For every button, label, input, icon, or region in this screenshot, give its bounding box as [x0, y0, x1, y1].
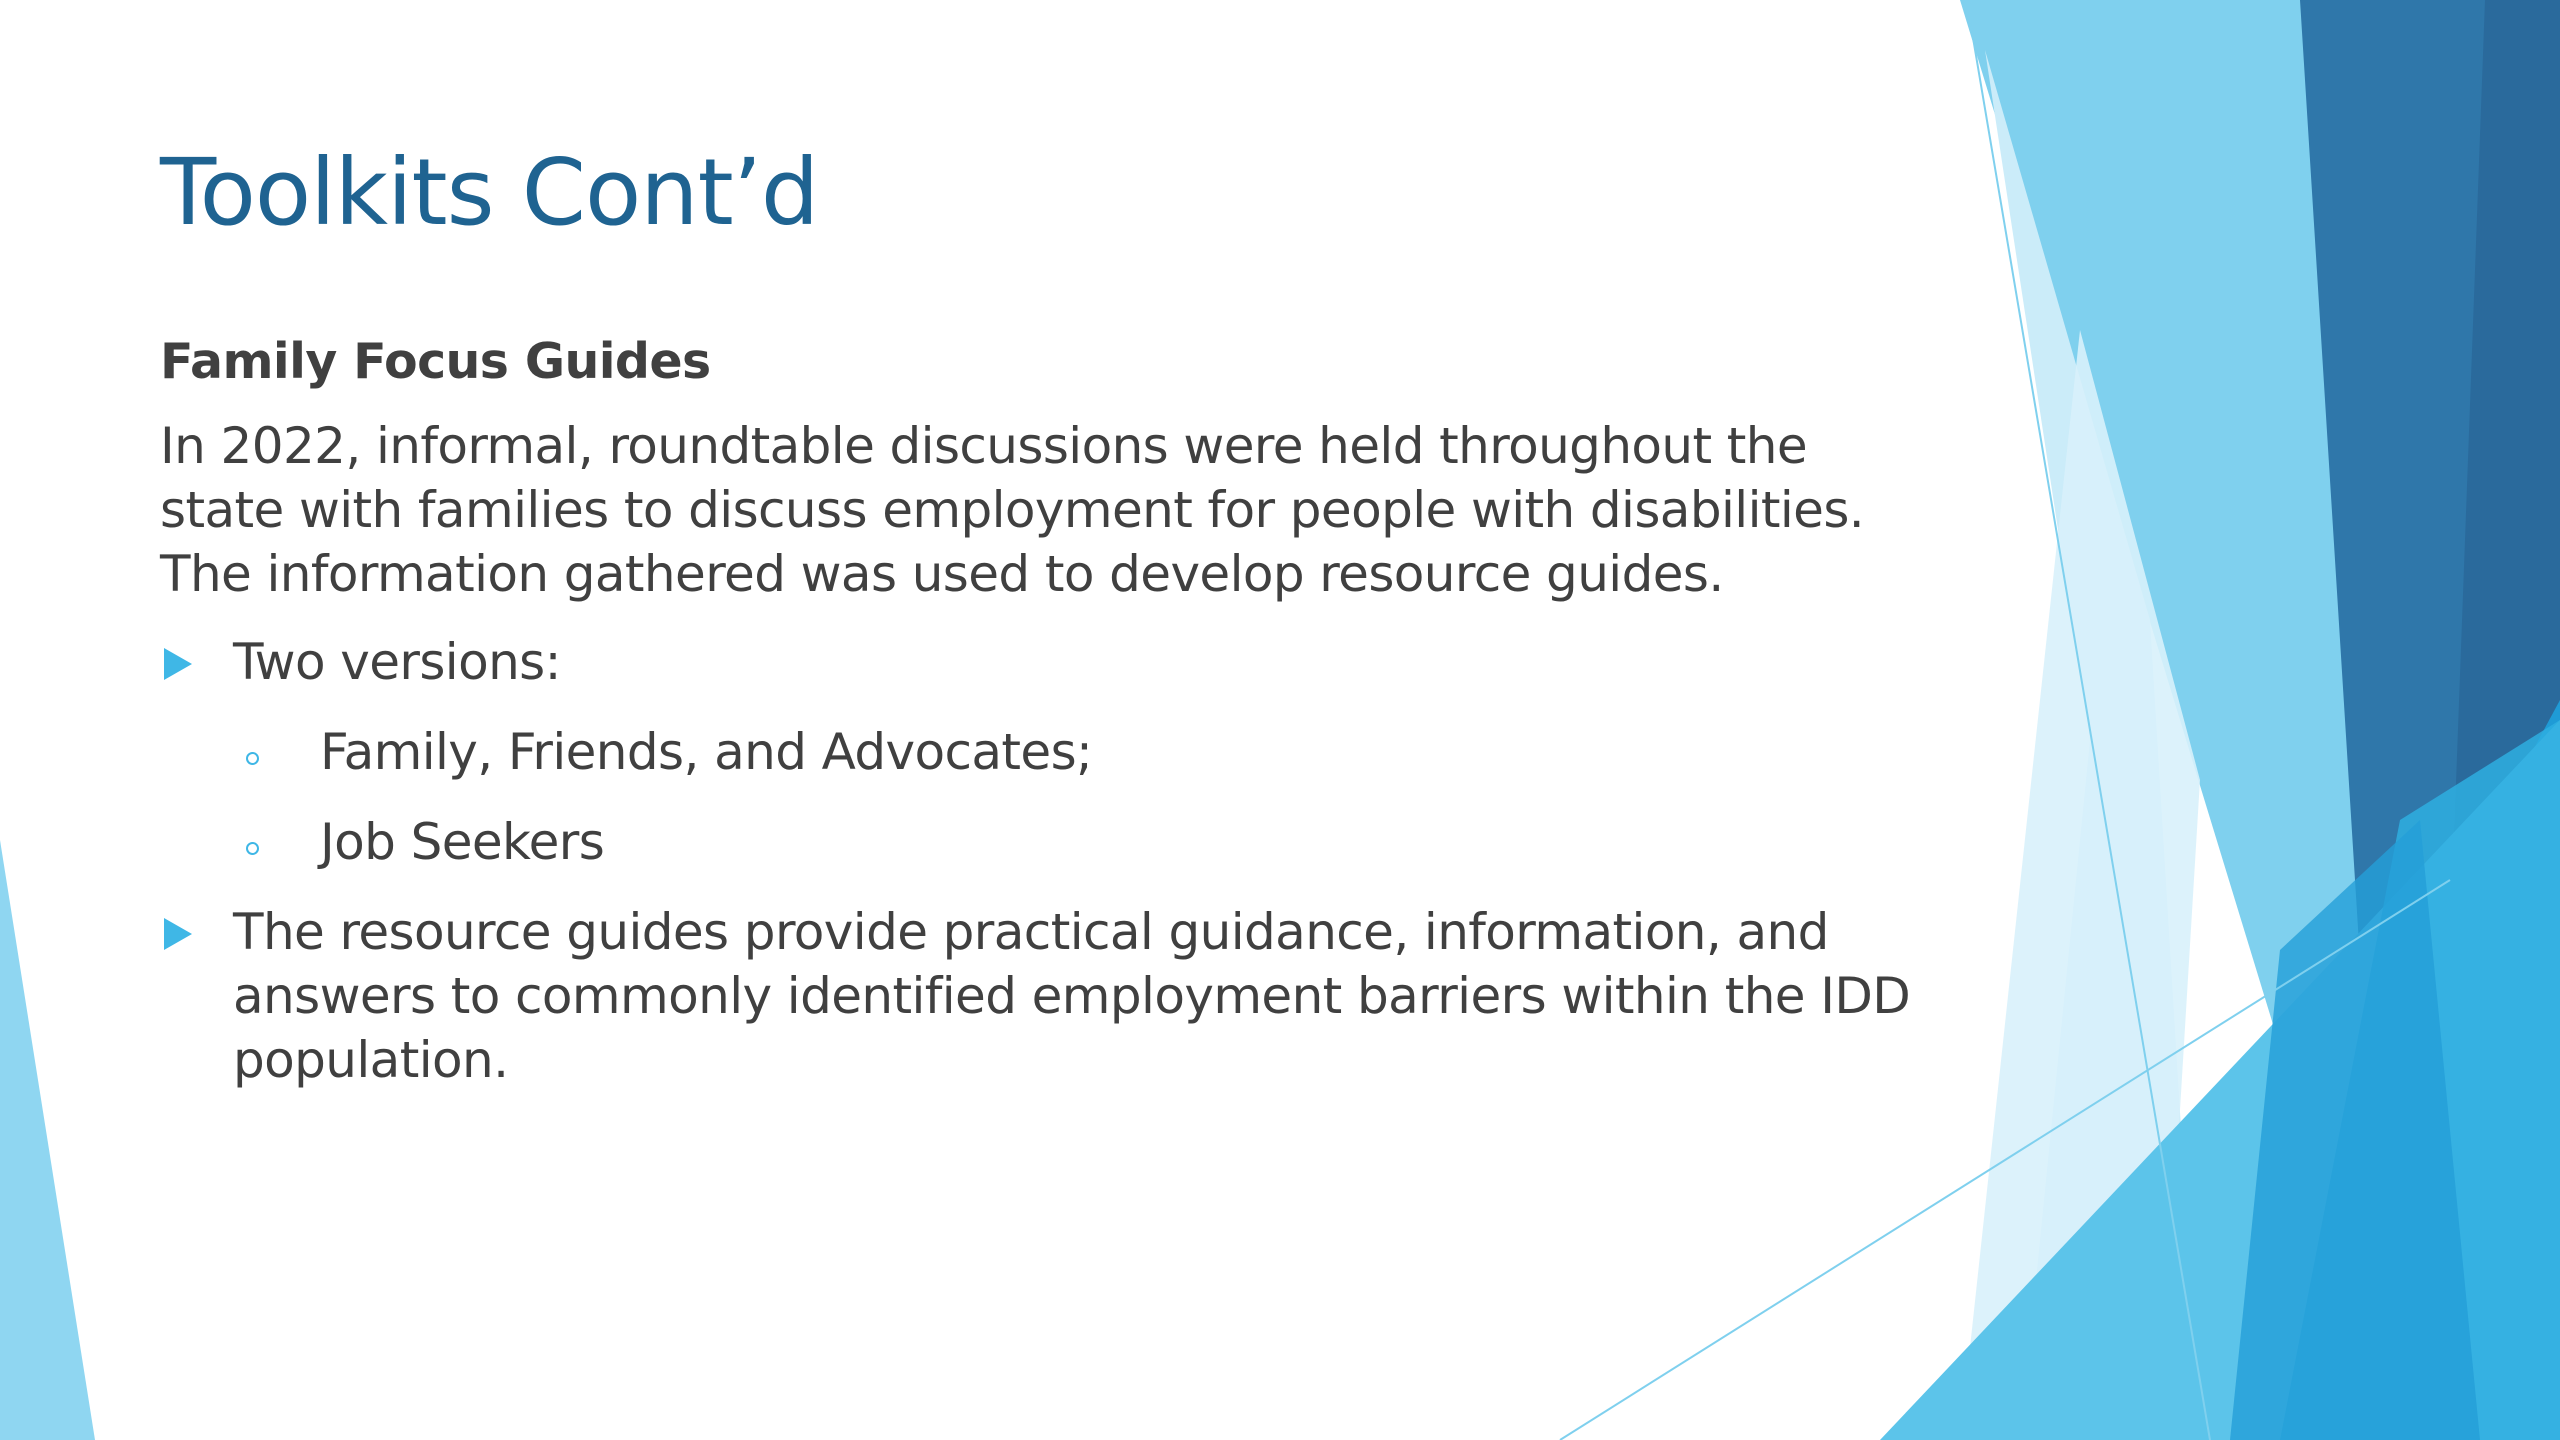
bullet-item-versions: [160, 630, 1920, 694]
bullet-item-resource-guides: [160, 900, 1920, 1092]
triangle-bullet-icon: [164, 648, 192, 680]
intro-paragraph: In 2022, informal, roundtable discussions were held throughout the state with families to discuss employment for people with disabilities. The information gathered was used to develop resource guides.: [160, 417, 1865, 603]
slide-title: Toolkits Cont’d: [160, 139, 819, 246]
left-sliver-shape: [0, 840, 95, 1440]
bullet-text: The resource guides provide practical guidance, information, and answers to commonly identified employment barriers within the IDD population.: [233, 903, 1911, 1089]
sub-bullet-item-family: [160, 720, 1920, 784]
sub-bullet-item-job-seekers: [160, 810, 1920, 874]
section-subheading: Family Focus Guides: [160, 333, 711, 390]
hollow-circle-bullet-icon: [246, 752, 259, 765]
hollow-circle-bullet-icon: [246, 842, 259, 855]
sub-bullet-text: Job Seekers: [320, 813, 605, 871]
bullet-list: [160, 630, 1920, 1092]
triangle-bullet-icon: [164, 918, 192, 950]
slide-body: [160, 330, 1920, 1118]
bullet-text: Two versions:: [233, 633, 561, 691]
sub-bullet-text: Family, Friends, and Advocates;: [320, 723, 1093, 781]
